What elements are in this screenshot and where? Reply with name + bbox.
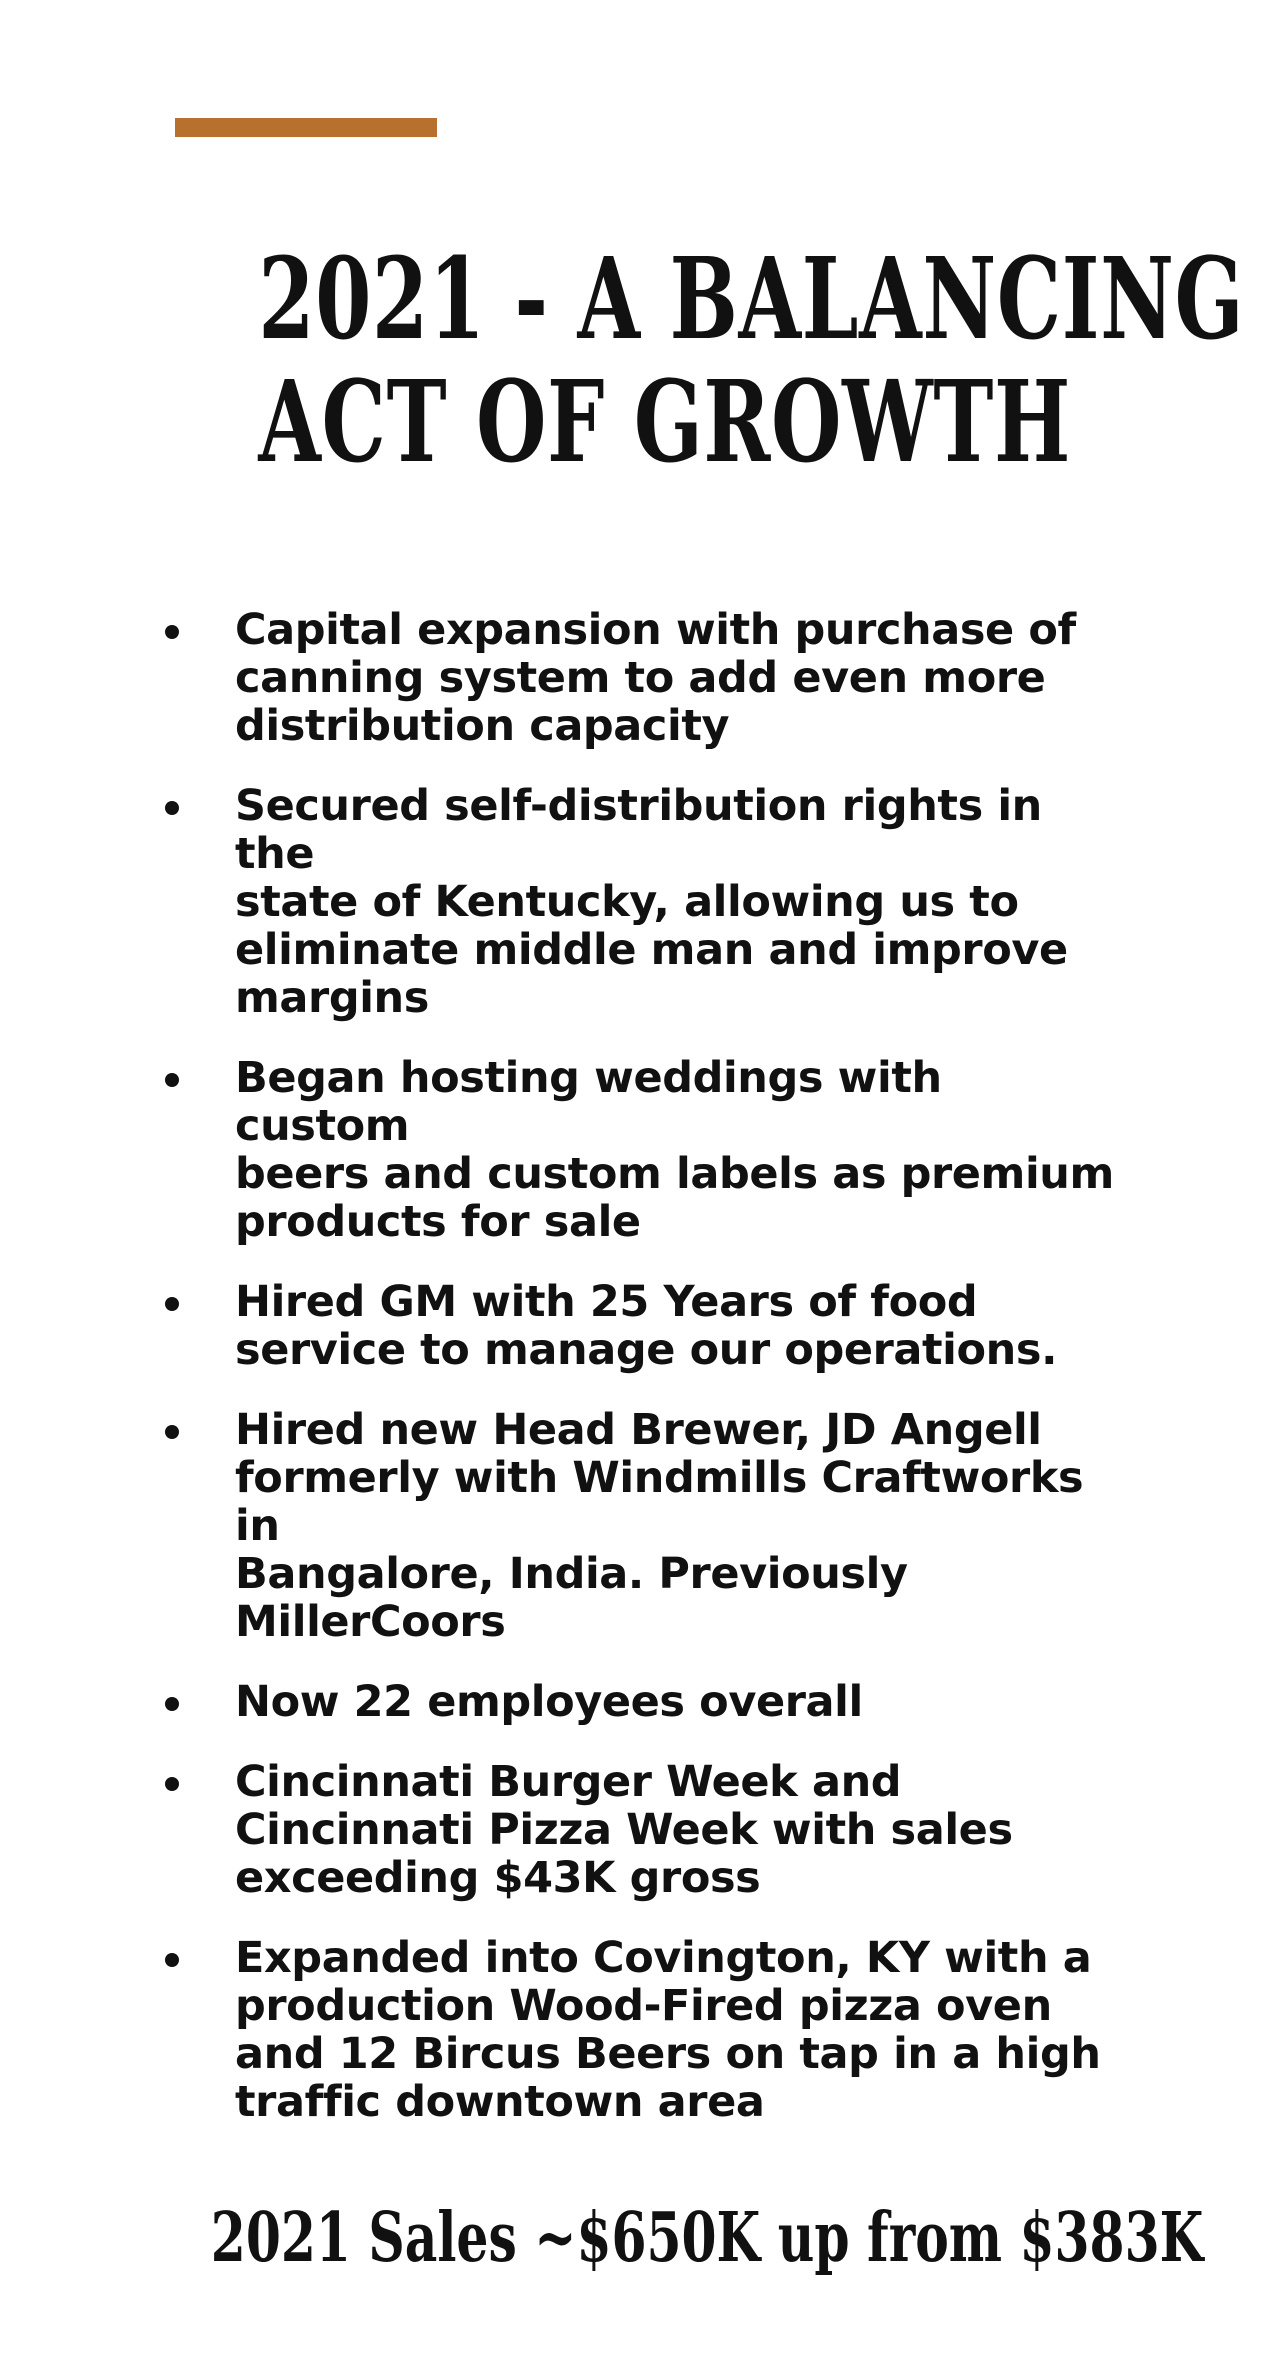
bullet-dot-icon	[165, 1073, 179, 1087]
bullet-text-line: products for sale	[235, 1197, 641, 1247]
bullet-text-line: Hired new Head Brewer, JD Angell	[235, 1405, 1042, 1455]
bullet-text-line: Bangalore, India. Previously	[235, 1549, 908, 1599]
bullet-dot-icon	[165, 1953, 179, 1967]
bullet-item	[160, 1278, 1120, 1374]
bullet-text-line: state of Kentucky, allowing us to	[235, 877, 1019, 927]
bullet-text-line: eliminate middle man and improve	[235, 925, 1068, 975]
bullet-dot-icon	[165, 801, 179, 815]
bullet-text-line: service to manage our operations.	[235, 1325, 1058, 1375]
bullet-item	[160, 1054, 1120, 1246]
bullet-item	[160, 782, 1120, 1022]
bullet-text-line: Capital expansion with purchase of	[235, 605, 1076, 655]
bullet-text-line: formerly with Windmills Craftworks in	[235, 1453, 1084, 1551]
bullet-text-line: canning system to add even more	[235, 653, 1046, 703]
bullet-text-line: MillerCoors	[235, 1597, 506, 1647]
bullet-text-line: and 12 Bircus Beers on tap in a high	[235, 2029, 1101, 2079]
bullet-item	[160, 606, 1120, 750]
bullet-text-line: Cincinnati Pizza Week with sales	[235, 1805, 1013, 1855]
title-line-2: ACT OF GROWTH	[258, 357, 1072, 488]
bullet-dot-icon	[165, 1777, 179, 1791]
bullet-dot-icon	[165, 1425, 179, 1439]
bullet-text-line: production Wood-Fired pizza oven	[235, 1981, 1052, 2031]
bullet-text-line: Expanded into Covington, KY with a	[235, 1933, 1092, 1983]
bullet-list	[160, 606, 1120, 2126]
bullet-text-line: Secured self-distribution rights in the	[235, 781, 1042, 879]
accent-bar	[175, 118, 437, 137]
bullet-dot-icon	[165, 1697, 179, 1711]
bullet-item	[160, 1678, 1120, 1726]
bullet-item	[160, 1758, 1120, 1902]
bullet-text-line: Cincinnati Burger Week and	[235, 1757, 902, 1807]
bullet-text-line: traffic downtown area	[235, 2077, 765, 2127]
title-line-1: 2021 - A BALANCING	[258, 234, 1245, 365]
bullet-text-line: Began hosting weddings with custom	[235, 1053, 942, 1151]
page-title	[258, 234, 1245, 488]
bullet-text-line: distribution capacity	[235, 701, 730, 751]
bullet-text-line: beers and custom labels as premium	[235, 1149, 1114, 1199]
bullet-text-line: Hired GM with 25 Years of food	[235, 1277, 978, 1327]
sales-summary: 2021 Sales ~$650K up from $383K	[210, 2198, 1204, 2278]
bullet-item	[160, 1934, 1120, 2126]
bullet-dot-icon	[165, 625, 179, 639]
bullet-text-line: exceeding $43K gross	[235, 1853, 761, 1903]
bullet-item	[160, 1406, 1120, 1646]
bullet-dot-icon	[165, 1297, 179, 1311]
bullet-text-line: Now 22 employees overall	[235, 1677, 863, 1727]
bullet-text-line: margins	[235, 973, 429, 1023]
